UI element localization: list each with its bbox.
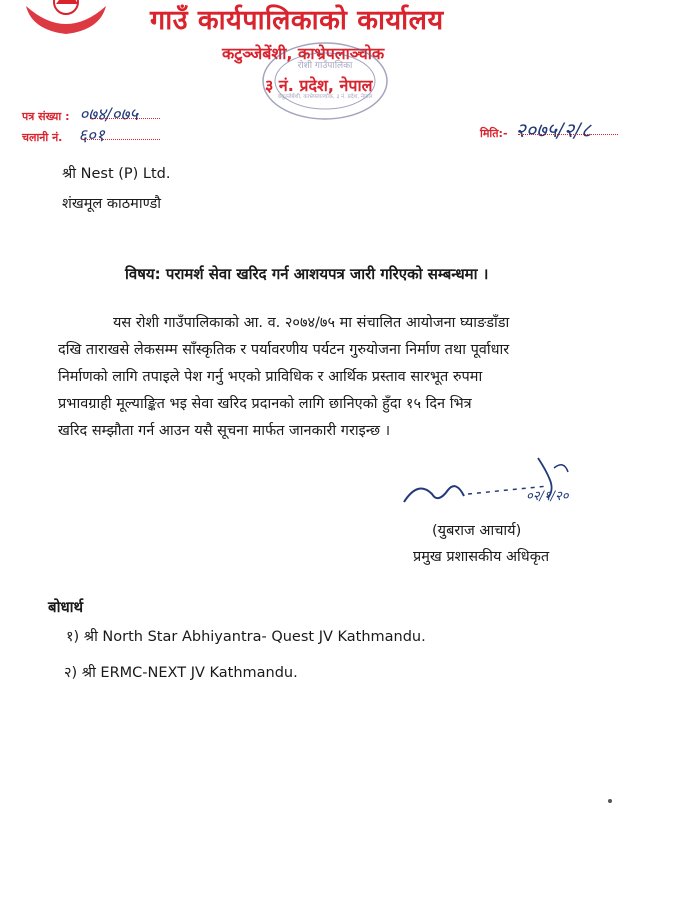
patra-sankhya (22, 102, 138, 125)
stamp-text: रोशी गाउँपालिका (297, 61, 353, 71)
signatory-name: (युबराज आचार्य) (432, 523, 522, 539)
chalani-dotline (82, 139, 160, 140)
official-stamp (250, 36, 400, 126)
speck-mark (608, 799, 612, 803)
date-value: २०७५/२/८ (515, 118, 592, 142)
chalani-value: ६०१ (78, 126, 105, 146)
date-field (480, 116, 591, 143)
signatory-title: प्रमुख प्रशासकीय अधिकृत (413, 549, 550, 565)
office-province: ३ नं. प्रदेश, नेपाल (265, 76, 373, 95)
office-address: कटुञ्जेबेंशी, काभ्रेपलाञ्चोक (222, 44, 385, 63)
cc-heading: बोधार्थ (48, 598, 84, 616)
office-title: गाउँ कार्यपालिकाको कार्यालय (150, 5, 444, 36)
body-line-5: खरिद सम्झौता गर्न आउन यसै सूचना मार्फत जानकारी गराइन्छ । (58, 423, 391, 439)
cc-item-2: २) श्री ERMC-NEXT JV Kathmandu. (64, 665, 298, 681)
recipient-address: शंखमूल काठमाण्डौ (62, 196, 161, 212)
chalani-label: चलानी नं. (22, 131, 63, 144)
body-line-3: निर्माणको लागि तपाइले पेश गर्नु भएको प्राविधिक र आर्थिक प्रस्ताव सारभूत रुपमा (58, 369, 483, 385)
body-line-1: यस रोशी गाउँपालिकाको आ. व. २०७४/७५ मा संचालित आयोजना घ्याङडाँडा (113, 315, 510, 331)
cc-item-1: १) श्री North Star Abhiyantra- Quest JV Kathmandu. (66, 629, 426, 645)
chalani-number (22, 123, 105, 146)
signature-date: ०२/१/२० (526, 489, 569, 504)
nepal-emblem-icon (20, 0, 112, 36)
patra-dotline (90, 118, 160, 119)
subject-line: विषय: परामर्श सेवा खरिद गर्न आशयपत्र जारी गरिएको सम्बन्धमा । (125, 265, 489, 283)
patra-label: पत्र संख्या : (22, 110, 70, 123)
date-label: मिति:- (480, 127, 508, 140)
recipient-name: श्री Nest (P) Ltd. (62, 166, 171, 182)
date-dotline (518, 134, 618, 135)
body-line-2: दखि ताराखसे लेकसम्म साँस्कृतिक र पर्यावरणीय पर्यटन गुरुयोजना निर्माण तथा पूर्वाधार (58, 342, 510, 358)
body-line-4: प्रभावग्राही मूल्याङ्कित भइ सेवा खरिद प्रदानको लागि छानिएको हुँदा १५ दिन भित्र (58, 396, 472, 412)
signature-scribble (398, 450, 598, 520)
patra-value: ०७४/०७५ (79, 105, 139, 125)
stamp-subtext: कटुञ्जेबेंशी, काभ्रेपलाञ्चोक, ३ नं. प्रदेश, नेपाल (277, 94, 373, 100)
